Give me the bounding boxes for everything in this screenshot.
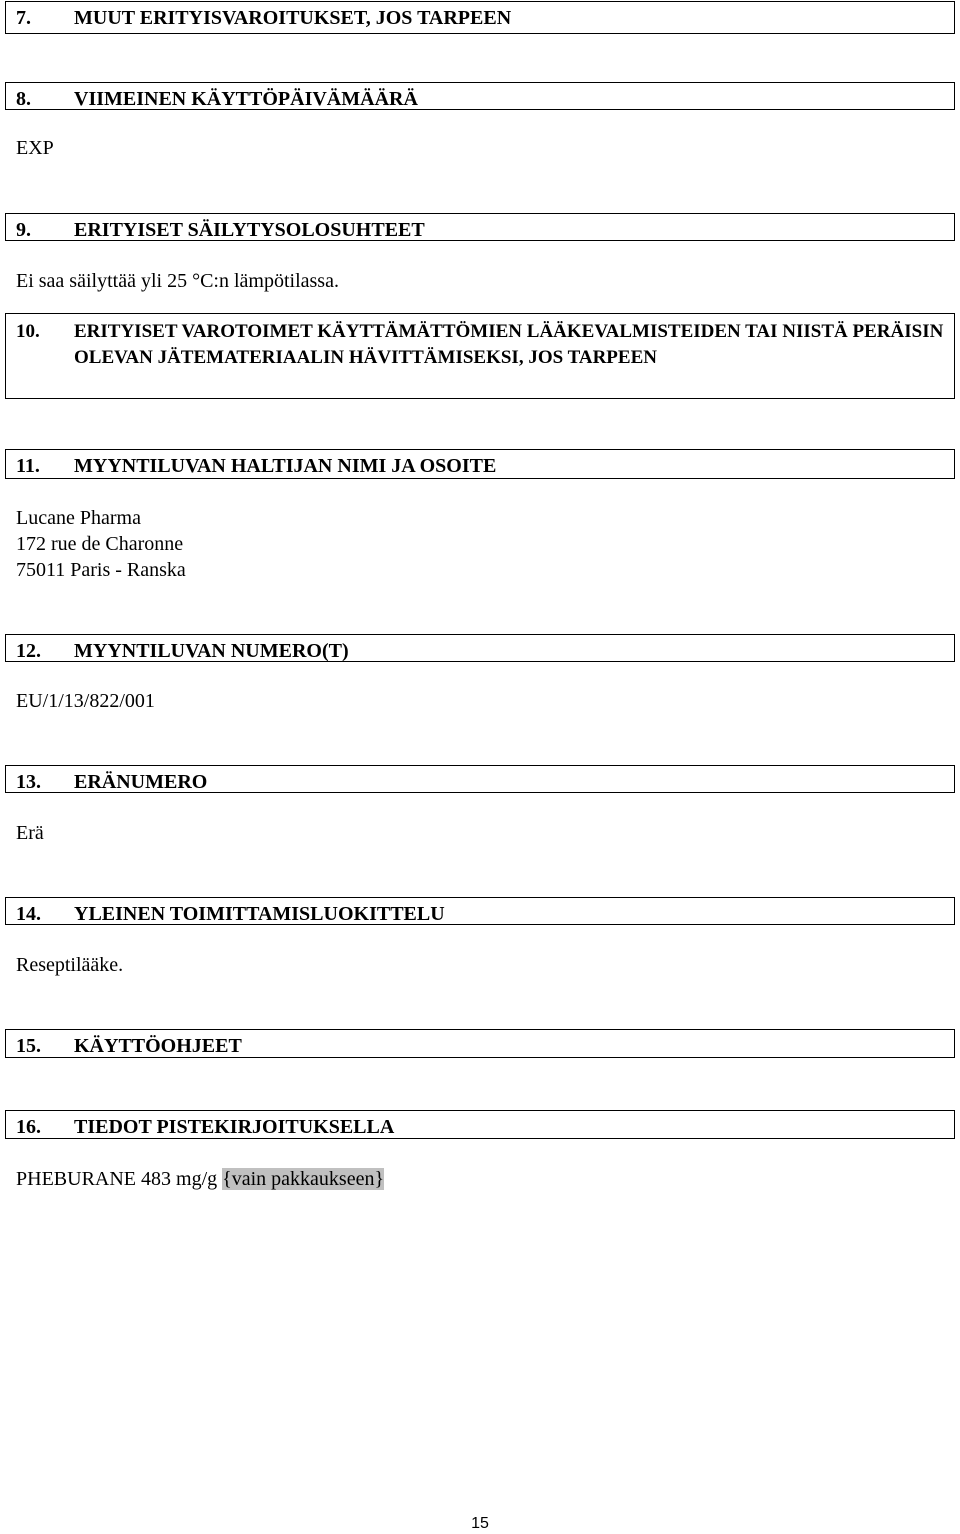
section-10-header — [5, 313, 955, 399]
section-title: ERÄNUMERO — [74, 771, 208, 793]
section-9-header — [5, 213, 955, 241]
section-number: 10. — [16, 321, 40, 342]
section-number: 16. — [16, 1116, 41, 1138]
section-12-header — [5, 634, 955, 662]
section-number: 13. — [16, 771, 41, 793]
holder-address — [16, 505, 186, 583]
section-16-header — [5, 1110, 955, 1139]
section-number: 14. — [16, 903, 41, 925]
braille-text-prefix: PHEBURANE 483 mg/g — [16, 1168, 223, 1190]
section-title: ERITYISET SÄILYTYSOLOSUHTEET — [74, 219, 425, 241]
holder-street: 172 rue de Charonne — [16, 533, 184, 555]
section-13-header — [5, 765, 955, 793]
holder-name: Lucane Pharma — [16, 507, 141, 529]
section-14-header — [5, 897, 955, 925]
expiry-text: EXP — [16, 137, 54, 159]
section-number: 12. — [16, 640, 41, 662]
authorisation-number: EU/1/13/822/001 — [16, 690, 155, 712]
section-title: ERITYISET VAROTOIMET KÄYTTÄMÄTTÖMIEN LÄÄKEVALMISTEIDEN TAI NIISTÄ PERÄISIN OLEVAN JÄTEMATERIAALIN HÄVITTÄMISEKSI, JOS TARPEEN — [74, 321, 944, 368]
section-number: 11. — [16, 455, 40, 477]
braille-text — [16, 1166, 384, 1192]
section-title: KÄYTTÖOHJEET — [74, 1035, 242, 1057]
section-title: TIEDOT PISTEKIRJOITUKSELLA — [74, 1116, 395, 1138]
section-8-header — [5, 82, 955, 110]
section-7-header — [5, 1, 955, 34]
batch-text: Erä — [16, 822, 44, 844]
section-15-header — [5, 1029, 955, 1058]
section-11-header — [5, 449, 955, 479]
braille-text-highlight: {vain pakkaukseen} — [222, 1168, 385, 1190]
section-title: VIIMEINEN KÄYTTÖPÄIVÄMÄÄRÄ — [74, 88, 418, 110]
section-title: YLEINEN TOIMITTAMISLUOKITTELU — [74, 903, 445, 925]
section-number: 9. — [16, 219, 31, 241]
classification-text: Reseptilääke. — [16, 954, 124, 976]
section-number: 15. — [16, 1035, 41, 1057]
section-title: MYYNTILUVAN NUMERO(T) — [74, 640, 349, 662]
section-title: MYYNTILUVAN HALTIJAN NIMI JA OSOITE — [74, 455, 497, 477]
section-title: MUUT ERITYISVAROITUKSET, JOS TARPEEN — [74, 7, 512, 29]
section-number: 8. — [16, 88, 31, 110]
storage-text: Ei saa säilyttää yli 25 °C:n lämpötilassa. — [16, 270, 339, 292]
page-number: 15 — [471, 1515, 489, 1532]
holder-city: 75011 Paris - Ranska — [16, 559, 186, 581]
section-number: 7. — [16, 7, 31, 29]
